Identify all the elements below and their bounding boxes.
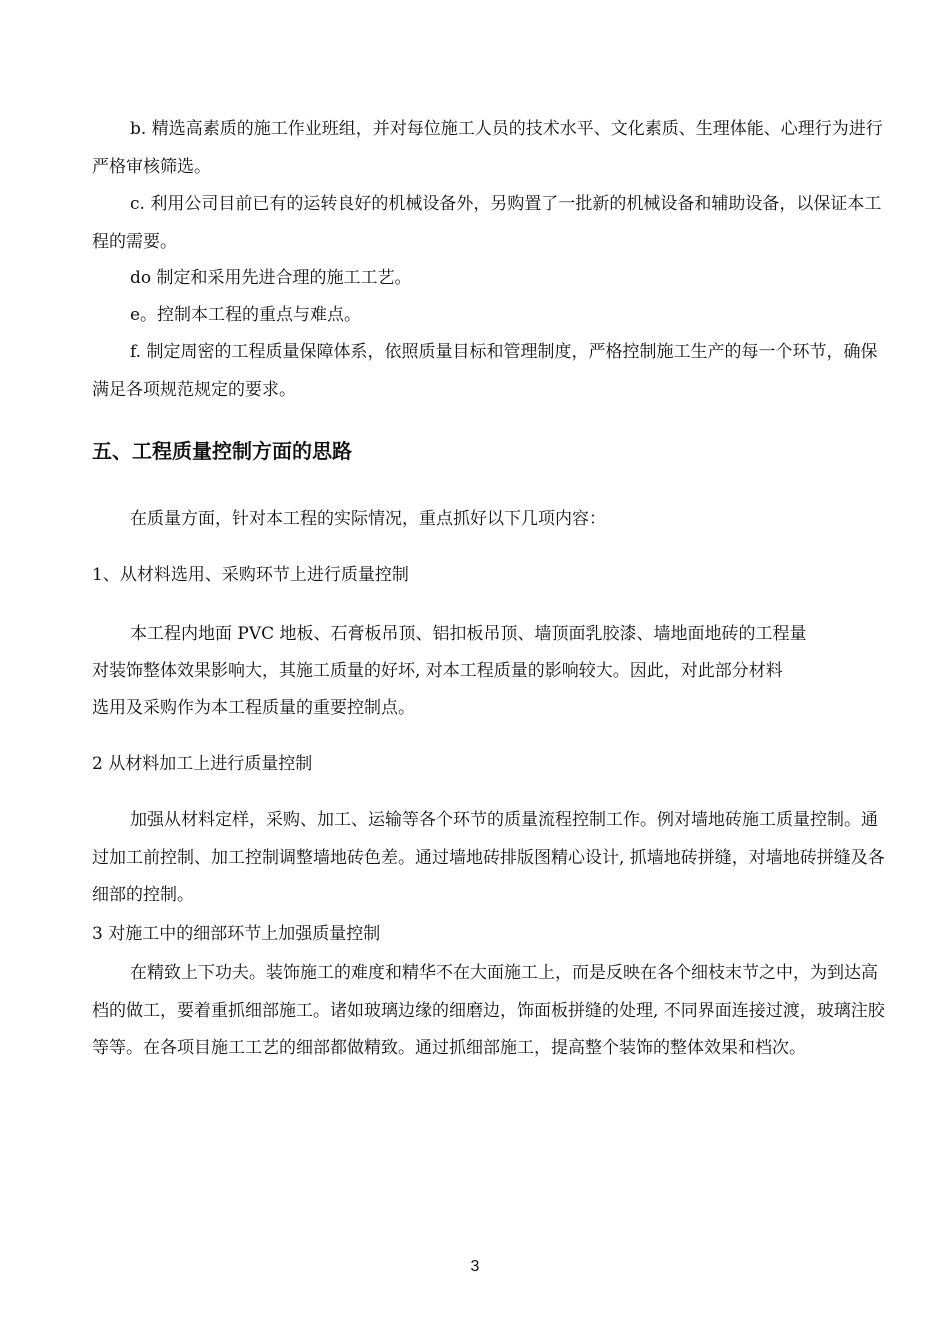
subsection-2-body [92, 802, 892, 915]
item-c-text: c. 利用公司目前已有的运转良好的机械设备外，另购置了一批新的机械设备和辅助设备，以保证本工程的需要。 [92, 194, 882, 252]
subsection-2-title: 2 从材料加工上进行质量控制 [92, 754, 313, 774]
item-e-text: e。控制本工程的重点与难点。 [130, 305, 362, 325]
subsection-1-line-2: 对装饰整体效果影响大，其施工质量的好坏, 对本工程质量的影响较大。因此，对此部分材料 [92, 661, 783, 681]
subsection-3-title: 3 对施工中的细部环节上加强质量控制 [92, 924, 381, 944]
section-heading: 五、工程质量控制方面的思路 [92, 439, 352, 463]
item-c [92, 186, 892, 261]
item-f-text: f. 制定周密的工程质量保障体系，依照质量目标和管理制度，严格控制施工生产的每一个环节，确保满足各项规范规定的要求。 [92, 342, 878, 400]
subsection-3-body [92, 955, 892, 1068]
subsection-2-text: 加强从材料定样，采购、加工、运输等各个环节的质量流程控制工作。例对墙地砖施工质量控制。通过加工前控制、加工控制调整墙地砖色差。通过墙地砖排版图精心设计, 抓墙地砖拼缝，对墙地砖拼缝及各细部的控制。 [92, 810, 885, 905]
item-f [92, 334, 892, 409]
subsection-1-line-3: 选用及采购作为本工程质量的重要控制点。 [92, 698, 415, 718]
item-b [92, 111, 892, 186]
subsection-1-title: 1、从材料选用、采购环节上进行质量控制 [92, 565, 409, 585]
page-number: 3 [470, 1258, 480, 1275]
item-e [92, 297, 892, 335]
item-d-text: do 制定和采用先进合理的施工工艺。 [130, 268, 412, 288]
subsection-3-text: 在精致上下功夫。装饰施工的难度和精华不在大面施工上，而是反映在各个细枝末节之中，为到达高档的做工，要着重抓细部施工。诸如玻璃边缘的细磨边，饰面板拼缝的处理, 不同界面连接过渡，玻璃注胶等等。在各项目施工工艺的细部都做精致。通过抓细部施工，提高整个装饰的整体效果和档次。 [92, 963, 885, 1058]
section-intro: 在质量方面，针对本工程的实际情况，重点抓好以下几项内容： [130, 509, 606, 529]
item-b-text: b. 精选高素质的施工作业班组，并对每位施工人员的技术水平、文化素质、生理体能、心理行为进行严格审核筛选。 [92, 119, 883, 177]
item-d [92, 260, 892, 298]
subsection-1-line-1: 本工程内地面 PVC 地板、石膏板吊顶、铝扣板吊顶、墙顶面乳胶漆、墙地面地砖的工程量 [130, 624, 807, 644]
